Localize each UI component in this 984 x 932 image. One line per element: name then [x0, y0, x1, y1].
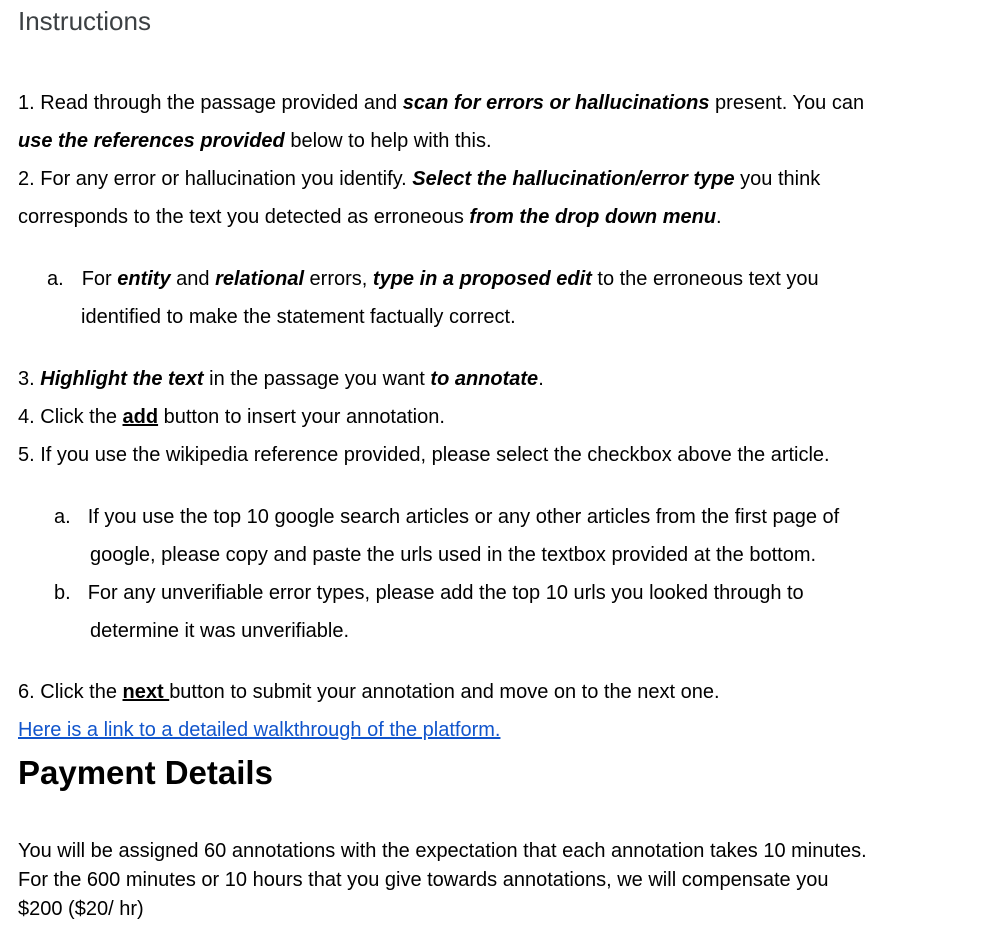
step-2-emphasis-select: Select the hallucination/error type: [412, 168, 735, 190]
step-3-text: in the passage you want: [203, 368, 431, 390]
step-1-text: Read through the passage provided and: [40, 92, 403, 114]
step-2a-text: errors,: [304, 268, 373, 290]
step-1-text: below to help with this.: [284, 130, 492, 152]
step-2a-marker: a.: [47, 268, 64, 290]
walkthrough-link[interactable]: Here is a link to a detailed walkthrough of the platform.: [18, 719, 501, 741]
walkthrough-line: [18, 711, 500, 749]
payment-line-2: For the 600 minutes or 10 hours that you give towards annotations, we will compensate you: [18, 869, 829, 891]
step-1-text: present. You can: [709, 92, 865, 114]
add-button-label: add: [122, 406, 159, 428]
step-6-text: Click the: [40, 681, 123, 703]
step-2a-line-1: [47, 260, 819, 298]
step-2-line-2: [18, 198, 722, 236]
step-1-emphasis-references: use the references provided: [18, 130, 285, 152]
step-1-line-1: [18, 84, 864, 122]
step-5-text: If you use the wikipedia reference provided, please select the checkbox above the article.: [40, 444, 830, 466]
step-2a-emphasis-edit: type in a proposed edit: [372, 268, 592, 290]
step-5b-line-2: determine it was unverifiable.: [90, 620, 350, 642]
step-5b-text: For any unverifiable error types, please add the top 10 urls you looked through to: [87, 582, 804, 604]
step-2-line-1: [18, 160, 820, 198]
step-2-text: .: [716, 206, 722, 228]
step-3-emphasis-highlight: Highlight the text: [40, 368, 204, 390]
payment-line-1: You will be assigned 60 annotations with the expectation that each annotation takes 10 minutes.: [18, 840, 867, 862]
payment-heading: Payment Details: [18, 754, 273, 791]
step-5a-text: If you use the top 10 google search articles or any other articles from the first page of: [87, 506, 840, 528]
step-1-emphasis-scan: scan for errors or hallucinations: [402, 92, 710, 114]
step-2-text: corresponds to the text you detected as erroneous: [18, 206, 470, 228]
step-3-line: [18, 360, 544, 398]
step-1-line-2: [18, 122, 492, 160]
step-2a-line-2: identified to make the statement factually correct.: [81, 306, 516, 328]
step-5a-line-2: google, please copy and paste the urls used in the textbox provided at the bottom.: [90, 544, 817, 566]
step-4-line: [18, 398, 445, 436]
step-5-number: 5.: [18, 444, 35, 466]
next-button-label: next: [122, 681, 170, 703]
step-5b-line-1: [54, 574, 804, 612]
step-2a-emphasis-entity: entity: [117, 268, 171, 290]
step-2a-text: and: [170, 268, 216, 290]
step-4-number: 4.: [18, 406, 35, 428]
step-5a-marker: a.: [54, 506, 71, 528]
step-2-text: For any error or hallucination you identify.: [40, 168, 413, 190]
step-6-text: button to submit your annotation and move on to the next one.: [169, 681, 720, 703]
step-4-text: button to insert your annotation.: [158, 406, 445, 428]
instructions-heading: Instructions: [18, 6, 151, 36]
step-2a-text: For: [81, 268, 118, 290]
step-2-emphasis-dropdown: from the drop down menu: [469, 206, 717, 228]
step-1-number: 1.: [18, 92, 35, 114]
step-5b-marker: b.: [54, 582, 71, 604]
step-3-text: .: [538, 368, 544, 390]
step-2-number: 2.: [18, 168, 35, 190]
step-2a-emphasis-relational: relational: [215, 268, 304, 290]
step-5-line: [18, 436, 830, 474]
step-6-number: 6.: [18, 681, 35, 703]
step-2a-text: to the erroneous text you: [591, 268, 819, 290]
payment-line-3: $200 ($20/ hr): [18, 898, 144, 920]
step-2-text: you think: [734, 168, 821, 190]
step-5a-line-1: [54, 498, 839, 536]
step-4-text: Click the: [40, 406, 123, 428]
step-3-emphasis-annotate: to annotate: [430, 368, 539, 390]
step-3-number: 3.: [18, 368, 35, 390]
step-6-line: [18, 673, 720, 711]
